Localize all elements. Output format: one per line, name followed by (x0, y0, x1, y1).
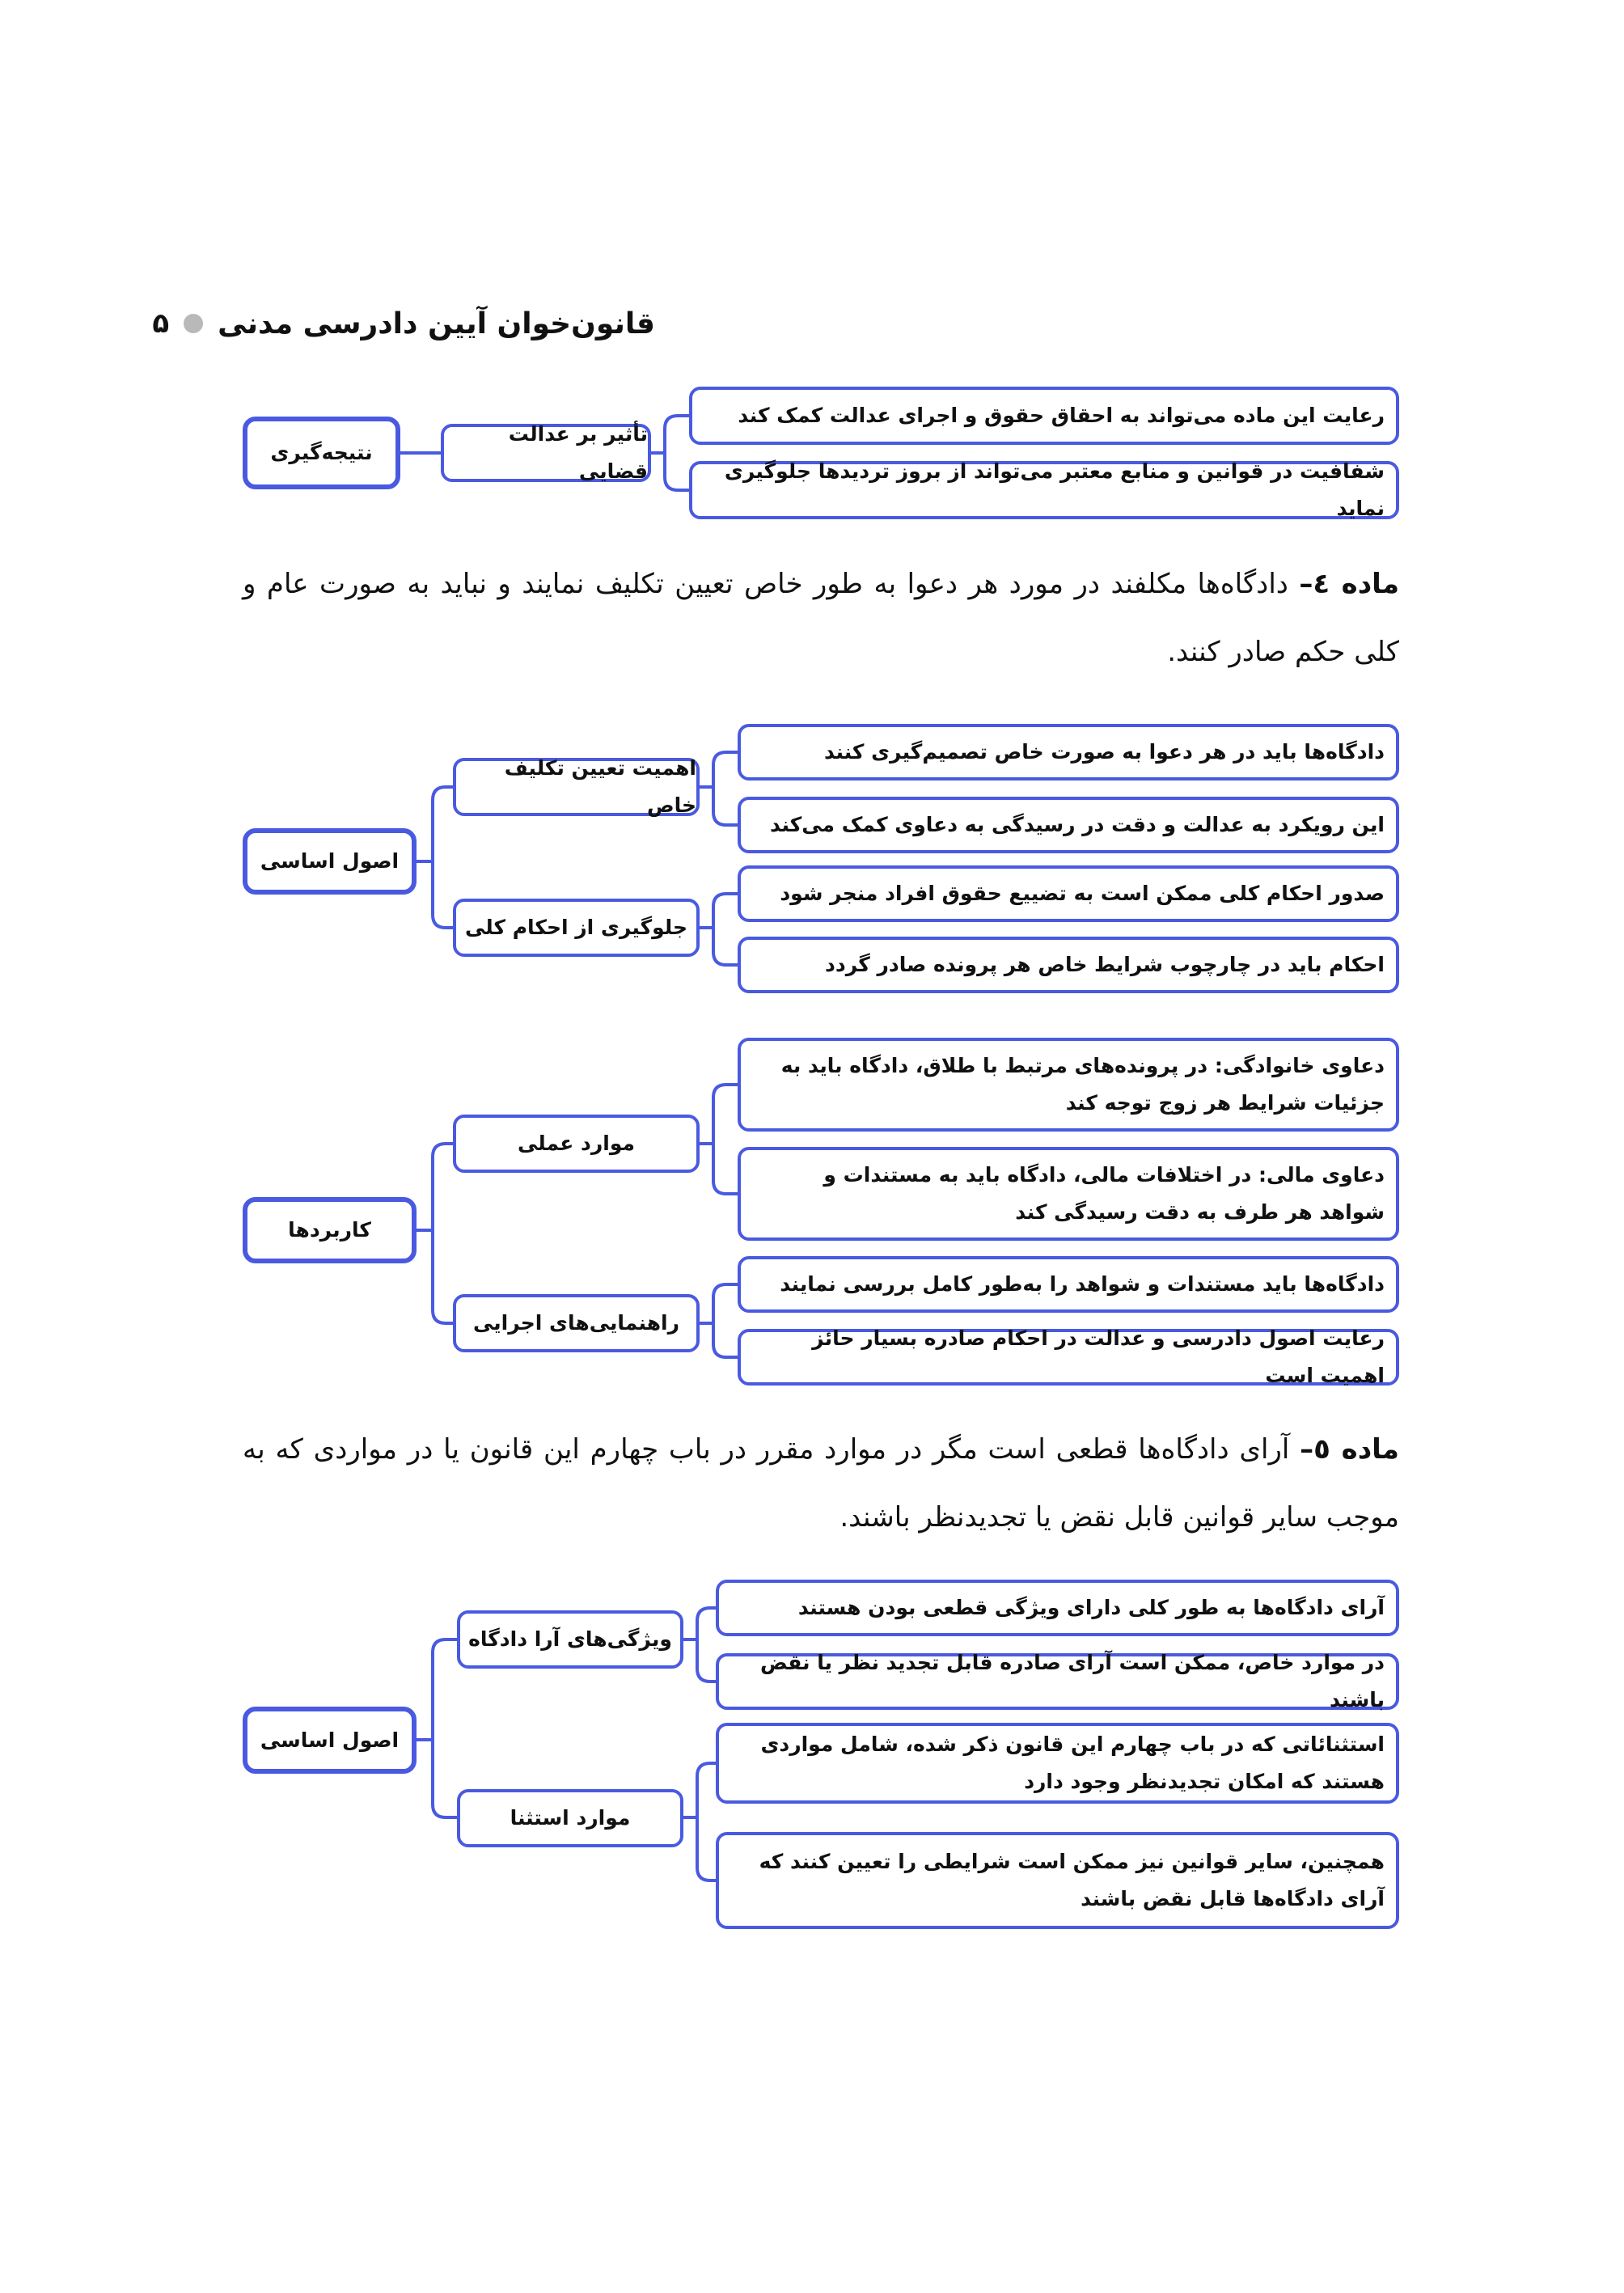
connector-line (683, 1763, 716, 1881)
mindmap-leaf (738, 937, 1399, 993)
node-label: موارد عملی (518, 1132, 635, 1155)
mindmap-leaf (689, 387, 1399, 445)
node-label: دعاوی مالی: در اختلافات مالی، دادگاه باید به مستندات و شواهد هر طرف به دقت رسیدگی کند (823, 1163, 1385, 1224)
mindmap-leaf (738, 797, 1399, 853)
node-label: صدور احکام کلی ممکن است به تضییع حقوق افراد منجر شود (780, 882, 1385, 905)
mindmap-leaf (716, 1723, 1399, 1804)
node-label: همچنین، سایر قوانین نیز ممکن است شرایطی را تعیین کنند که آرای دادگاه‌ها قابل نقض باشند (759, 1850, 1385, 1910)
connector-line (700, 894, 738, 965)
node-label: این رویکرد به عدالت و دقت در رسیدگی به دعاوی کمک می‌کند (770, 813, 1385, 836)
connector-line (651, 416, 689, 490)
article-4-paragraph (243, 550, 1399, 686)
mindmap-root (243, 417, 400, 489)
article-5-label: ماده ٥– (1300, 1433, 1399, 1466)
node-label: اصول اساسی (260, 1728, 400, 1752)
node-label: اهمیت تعیین تکلیف خاص (504, 756, 696, 817)
mindmap-leaf (738, 865, 1399, 922)
mindmap-leaf (716, 1832, 1399, 1929)
node-label: دعاوی خانوادگی: در پرونده‌های مرتبط با طلاق، دادگاه باید به جزئیات شرایط هر زوج توجه کند (780, 1054, 1385, 1115)
node-label: احکام باید در چارچوب شرایط خاص هر پرونده صادر گردد (825, 953, 1385, 976)
node-label: رعایت اصول دادرسی و عدالت در احکام صادره بسیار حائز اهمیت است (812, 1326, 1385, 1387)
node-label: نتیجه‌گیری (270, 441, 373, 464)
connector-line (683, 1608, 716, 1682)
mindmap-branch (453, 1294, 700, 1352)
node-label: استثنائاتی که در باب چهارم این قانون ذکر شده، شامل مواردی هستند که امکان تجدیدنظر وجود دارد (760, 1732, 1385, 1793)
node-label: تأثیر بر عدالت قضایی (508, 422, 648, 483)
node-label: شفافیت در قوانین و منابع معتبر می‌تواند از بروز تردیدها جلوگیری نماید (724, 459, 1385, 520)
node-label: آرای دادگاه‌ها به طور کلی دارای ویژگی قطعی بودن هستند (797, 1596, 1385, 1619)
mindmap-root (243, 1197, 417, 1263)
node-label: راهنمایی‌های اجرایی (472, 1311, 680, 1335)
node-label: دادگاه‌ها باید در هر دعوا به صورت خاص تصمیم‌گیری کنند (824, 740, 1385, 764)
connector-line (700, 752, 738, 825)
node-label: اصول اساسی (260, 849, 400, 873)
connector-line (700, 1085, 738, 1194)
mindmap-branch (457, 1610, 683, 1669)
node-label: در موارد خاص، ممکن است آرای صادره قابل تجدید نظر یا نقض باشند (760, 1651, 1385, 1711)
node-label: جلوگیری از احکام کلی (464, 916, 688, 939)
bullet-dot-icon (184, 314, 203, 333)
mindmap-root (243, 828, 417, 895)
book-title: قانون‌خوان آیین دادرسی مدنی (218, 307, 655, 341)
node-label: دادگاه‌ها باید مستندات و شواهد را به‌طور کامل بررسی نمایند (780, 1272, 1385, 1296)
mindmap-leaf (738, 1147, 1399, 1241)
node-label: رعایت این ماده می‌تواند به احقاق حقوق و اجرای عدالت کمک کند (738, 404, 1385, 427)
node-label: ویژگی‌های آرا دادگاه (468, 1627, 672, 1651)
connector-line (417, 1144, 453, 1323)
node-label: موارد استثنا (510, 1806, 631, 1830)
mindmap-leaf (738, 1038, 1399, 1132)
connector-line (700, 1284, 738, 1357)
running-header (152, 299, 655, 348)
mindmap-leaf (738, 724, 1399, 781)
mindmap-leaf (738, 1256, 1399, 1313)
article-4-label: ماده ٤– (1299, 568, 1399, 600)
mindmap-root (243, 1707, 417, 1774)
article-5-paragraph (243, 1415, 1399, 1551)
connector-line (417, 787, 453, 928)
article-5-text: آرای دادگاه‌ها قطعی است مگر در موارد مقرر در باب چهارم این قانون یا در مواردی که به موجب سایر قوانین قابل نقض یا تجدیدنظر باشند. (243, 1433, 1399, 1534)
mindmap-leaf (738, 1326, 1399, 1387)
mindmap-leaf (716, 1580, 1399, 1636)
mindmap-branch (453, 1115, 700, 1173)
mindmap-leaf (689, 461, 1399, 519)
page-number: ۵ (152, 307, 170, 340)
mindmap-branch (441, 424, 651, 482)
connector-line (417, 1639, 457, 1817)
article-4-text: دادگاه‌ها مکلفند در مورد هر دعوا به طور خاص تعیین تکلیف نمایند و نباید به صورت عام و کلی حکم صادر کنند. (243, 568, 1399, 668)
mindmap-branch (453, 758, 700, 816)
mindmap-branch (457, 1789, 683, 1847)
mindmap-leaf (716, 1653, 1399, 1710)
node-label: کاربردها (288, 1218, 371, 1242)
mindmap-branch (453, 899, 700, 957)
